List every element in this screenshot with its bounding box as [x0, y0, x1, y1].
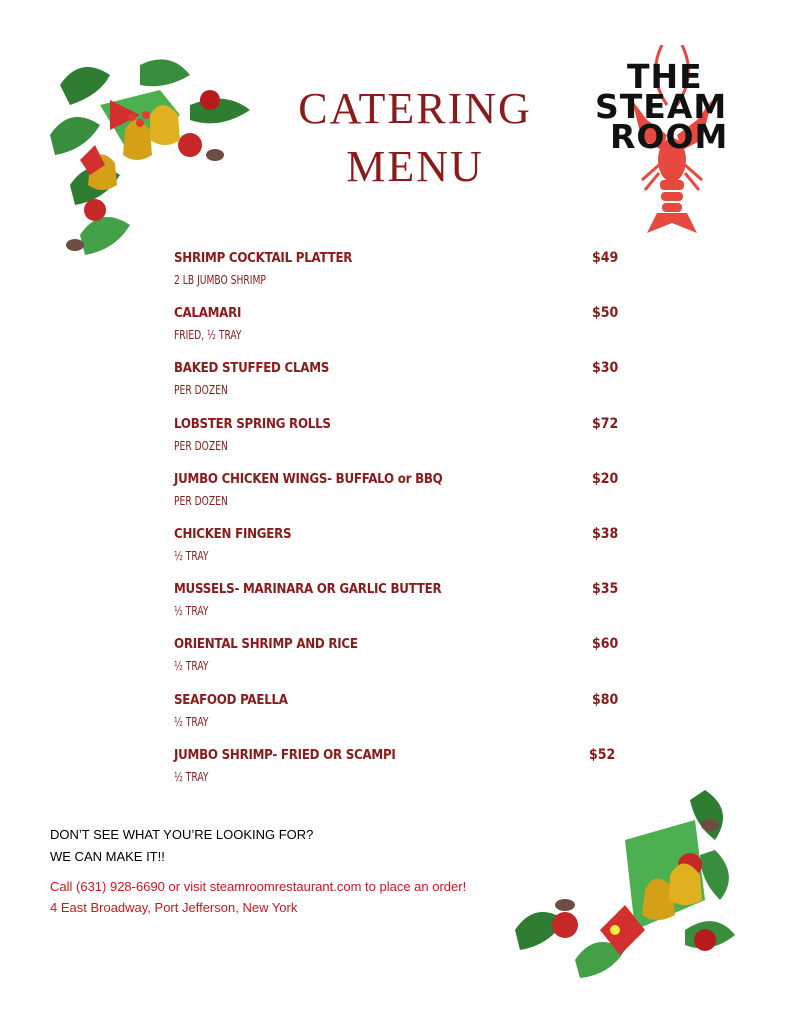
menu-item-desc: ½ TRAY — [174, 769, 209, 784]
contact-info: Call (631) 928-6690 or visit steamroomrestaurant.com to place an order! — [50, 879, 467, 894]
menu-item-name: SEAFOOD PAELLA — [174, 691, 288, 708]
menu-item-price: $80 — [592, 691, 619, 708]
custom-order-note: DON’T SEE WHAT YOU’RE LOOKING FOR? — [50, 827, 314, 842]
menu-item-desc: ½ TRAY — [174, 659, 209, 674]
menu-item — [174, 416, 624, 471]
address: 4 East Broadway, Port Jefferson, New York — [50, 900, 298, 915]
menu-list — [174, 250, 624, 802]
menu-item-price: $72 — [592, 415, 619, 432]
menu-item-name: CALAMARI — [174, 305, 242, 322]
menu-item-name: SHRIMP COCKTAIL PLATTER — [174, 250, 353, 266]
menu-item-price: $50 — [592, 305, 619, 322]
menu-item-price: $60 — [592, 636, 619, 653]
menu-item — [174, 747, 624, 802]
menu-item-price: $30 — [592, 360, 619, 377]
menu-item-desc: PER DOZEN — [174, 493, 228, 508]
menu-item-desc: PER DOZEN — [174, 383, 228, 398]
menu-item-desc: ½ TRAY — [174, 604, 209, 619]
custom-order-note-2: WE CAN MAKE IT!! — [50, 849, 165, 864]
menu-item — [174, 305, 624, 360]
logo-text-line1: THE — [627, 57, 703, 96]
menu-item-name: JUMBO SHRIMP- FRIED OR SCAMPI — [174, 746, 396, 763]
menu-item-name: LOBSTER SPRING ROLLS — [174, 415, 331, 432]
menu-item — [174, 471, 624, 526]
menu-item-name: MUSSELS- MARINARA OR GARLIC BUTTER — [174, 581, 442, 598]
menu-item-desc: ½ TRAY — [174, 714, 209, 729]
holly-bells-icon — [40, 45, 260, 265]
page-title: CATERING — [298, 84, 532, 133]
menu-item-price: $38 — [592, 525, 619, 542]
menu-item — [174, 526, 624, 581]
menu-item — [174, 581, 624, 636]
menu-item-desc: FRIED, ½ TRAY — [174, 328, 242, 343]
menu-item-name: CHICKEN FINGERS — [174, 525, 292, 542]
menu-item — [174, 692, 624, 747]
menu-item-desc: ½ TRAY — [174, 548, 209, 563]
menu-item-name: ORIENTAL SHRIMP AND RICE — [174, 636, 358, 653]
menu-item-desc: PER DOZEN — [174, 438, 228, 453]
logo-text-line3: ROOM — [610, 117, 729, 156]
menu-item-name: BAKED STUFFED CLAMS — [174, 360, 330, 377]
menu-item — [174, 636, 624, 691]
menu-item-price: $52 — [589, 746, 616, 763]
holly-bells-icon — [505, 780, 745, 980]
menu-item-name: JUMBO CHICKEN WINGS- BUFFALO or BBQ — [174, 470, 443, 487]
menu-item-price: $20 — [592, 470, 619, 487]
menu-item-price: $35 — [592, 581, 619, 598]
menu-item — [174, 360, 624, 415]
menu-item-desc: 2 LB JUMBO SHRIMP — [174, 273, 266, 287]
logo-text-line2: STEAM — [595, 87, 728, 126]
restaurant-logo — [587, 45, 752, 240]
menu-item-price: $49 — [592, 250, 619, 266]
page-subtitle: MENU — [346, 142, 484, 191]
menu-item — [174, 250, 624, 305]
